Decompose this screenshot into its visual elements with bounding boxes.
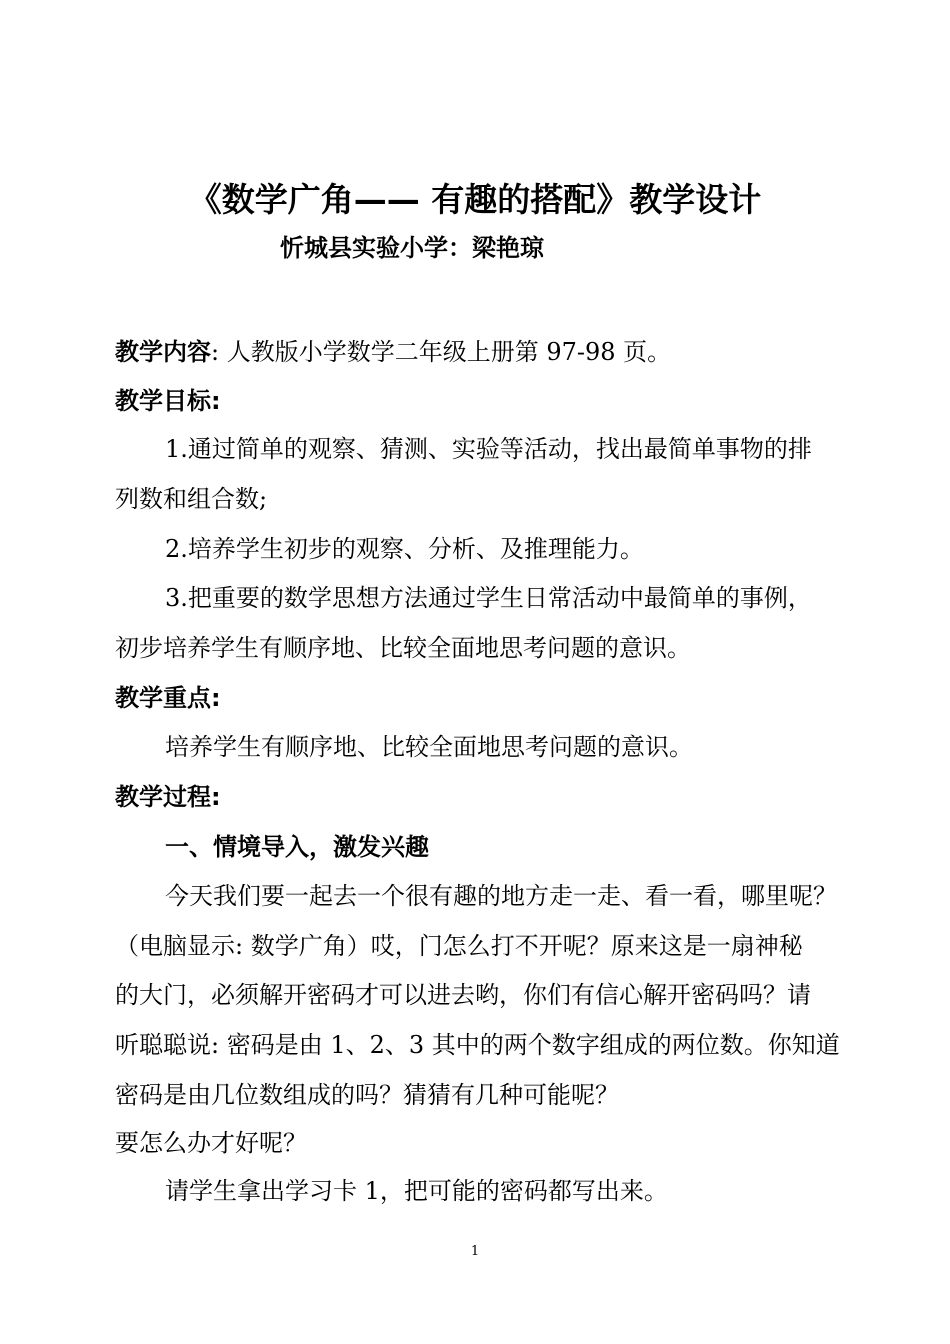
paragraph-1-line-2: （电脑显示: 数学广角）哎，门怎么打不开呢？原来这是一扇神秘: [115, 932, 803, 960]
page-number: 1: [470, 1244, 480, 1259]
key-points-heading: 教学重点:: [115, 684, 221, 712]
content-text: : 人教版小学数学二年级上册第 97-98 页。: [211, 338, 672, 366]
paragraph-1-line-5: 密码是由几位数组成的吗？猜猜有几种可能呢？: [115, 1081, 619, 1109]
key-points-text: 培养学生有顺序地、比较全面地思考问题的意识。: [165, 733, 693, 761]
objective-3-line-1: 3.把重要的数学思想方法通过学生日常活动中最简单的事例，: [165, 584, 812, 612]
objectives-heading: 教学目标:: [115, 387, 221, 415]
paragraph-1-line-3: 的大门，必须解开密码才可以进去哟，你们有信心解开密码吗？请: [115, 981, 811, 1009]
content-label: 教学内容: [115, 338, 211, 366]
author-line: 忻城县实验小学：梁艳琼: [280, 234, 544, 262]
objective-1-line-2: 列数和组合数;: [115, 485, 268, 513]
paragraph-1-line-4: 听聪聪说: 密码是由 1、2、3 其中的两个数字组成的两位数。你知道: [115, 1031, 840, 1059]
objective-1-line-1: 1.通过简单的观察、猜测、实验等活动，找出最简单事物的排: [165, 435, 812, 463]
paragraph-1-line-1: 今天我们要一起去一个很有趣的地方走一走、看一看，哪里呢？: [165, 882, 837, 910]
paragraph-2: 要怎么办才好呢？: [115, 1129, 307, 1157]
process-heading: 教学过程:: [115, 783, 221, 811]
objective-2: 2.培养学生初步的观察、分析、及推理能力。: [165, 535, 644, 563]
content-line: [115, 332, 671, 372]
document-title: 《数学广角—— 有趣的搭配》教学设计: [188, 180, 762, 219]
section-1-heading: 一、情境导入，激发兴趣: [165, 833, 429, 861]
objective-3-line-2: 初步培养学生有顺序地、比较全面地思考问题的意识。: [115, 634, 691, 662]
paragraph-3: 请学生拿出学习卡 1，把可能的密码都写出来。: [165, 1177, 668, 1205]
